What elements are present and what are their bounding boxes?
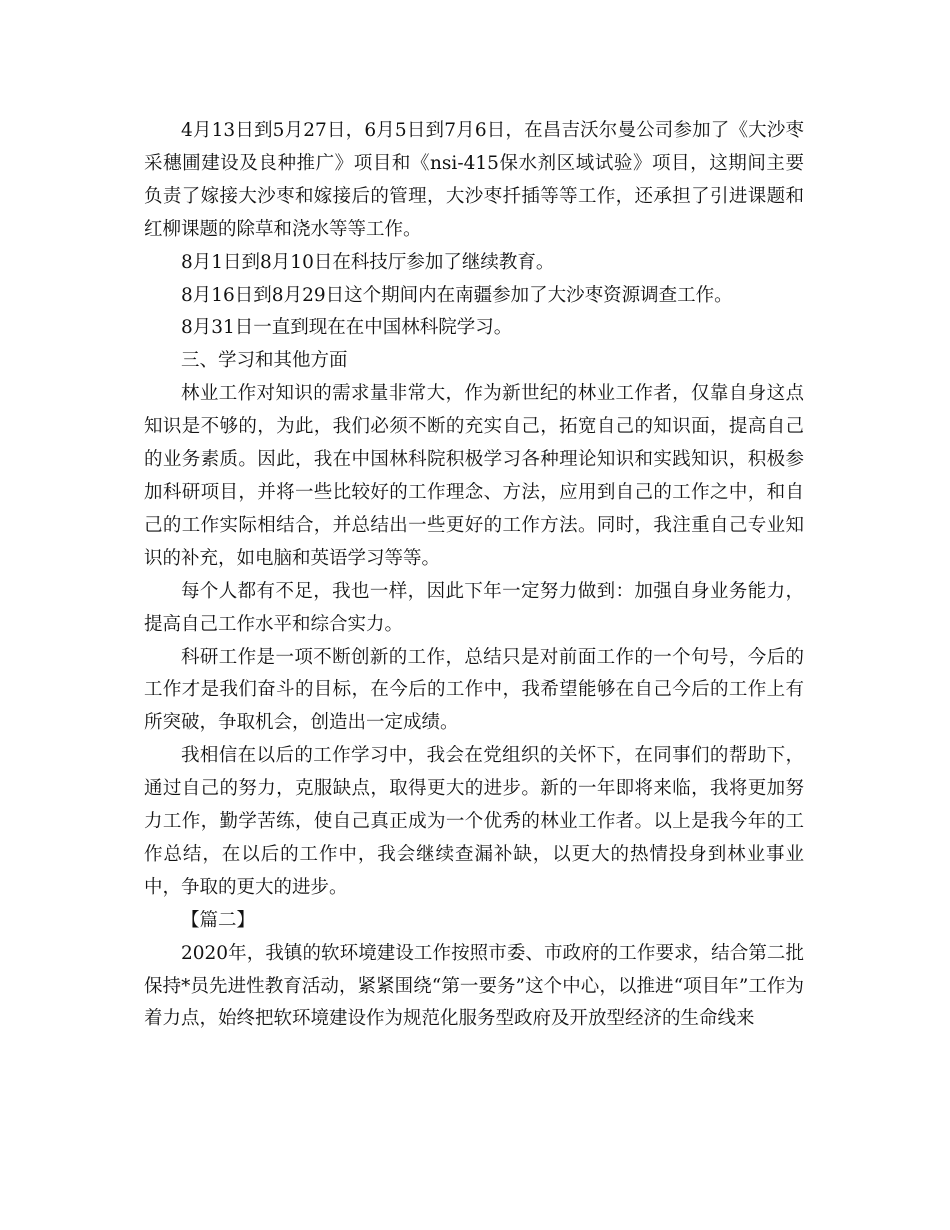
section-heading-part-two: 【篇二】 (181, 909, 256, 931)
paragraph-conclusion: 我相信在以后的工作学习中，我会在党组织的关怀下，在同事们的帮助下，通过自己的努力，克服缺点，取得更大的进步。新的一年即将来临，我将更加努力工作，勤学苦练，使自己真正成为一个优秀的林业工作者。以上是我今年的工作总结，在以后的工作中，我会继续查漏补缺，以更大的热情投身到林业事业中，争取的更大的进步。 (144, 745, 804, 898)
paragraph-research: 科研工作是一项不断创新的工作，总结只是对前面工作的一个句号，今后的工作才是我们奋斗的目标，在今后的工作中，我希望能够在自己今后的工作上有所突破，争取机会，创造出一定成绩。 (144, 646, 804, 734)
paragraph-continuing-education: 8月1日到8月10日在科技厅参加了继续教育。 (181, 251, 555, 273)
paragraph-survey: 8月16日到8月29日这个期间内在南疆参加了大沙枣资源调查工作。 (181, 284, 733, 306)
document-body (144, 115, 804, 1036)
paragraph-study: 8月31日一直到现在在中国林科院学习。 (181, 317, 513, 339)
paragraph-projects: 4月13日到5月27日，6月5日到7月6日，在昌吉沃尔曼公司参加了《大沙枣采穗圃建设及良种推广》项目和《nsi-415保水剂区域试验》项目，这期间主要负责了嫁接大沙枣和嫁接后的管理，大沙枣扦插等等工作，还承担了引进课题和红柳课题的除草和浇水等等工作。 (144, 120, 804, 240)
paragraph-shortcomings: 每个人都有不足，我也一样，因此下年一定努力做到：加强自身业务能力，提高自己工作水平和综合实力。 (144, 580, 804, 635)
paragraph-2020: 2020年，我镇的软环境建设工作按照市委、市政府的工作要求，结合第二批保持*员先进性教育活动，紧紧围绕“第一要务”这个中心，以推进“项目年”工作为着力点，始终把软环境建设作为规范化服务型政府及开放型经济的生命线来 (144, 942, 804, 1030)
paragraph-knowledge: 林业工作对知识的需求量非常大，作为新世纪的林业工作者，仅靠自身这点知识是不够的，为此，我们必须不断的充实自己，拓宽自己的知识面，提高自己的业务素质。因此，我在中国林科院积极学习各种理论知识和实践知识，积极参加科研项目，并将一些比较好的工作理念、方法，应用到自己的工作之中，和自己的工作实际相结合，并总结出一些更好的工作方法。同时，我注重自己专业知识的补充，如电脑和英语学习等等。 (144, 383, 804, 569)
section-heading-study: 三、学习和其他方面 (181, 350, 348, 372)
